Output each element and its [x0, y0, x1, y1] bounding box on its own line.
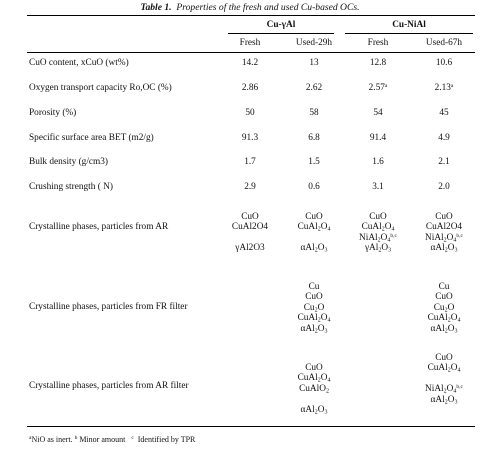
row-label-crushing-strength: Crushing strength ( N): [29, 182, 113, 192]
cell-cuo-content-fresh-2: 12.8: [369, 58, 387, 68]
cell-phases-arf-used-67h: CuO $CuAl_2O_4$ $NiAl_2O_4^{b,c}$ $\alpha Al_2O_3$: [425, 353, 463, 406]
cell-porosity-fresh-1: 50: [245, 108, 255, 118]
row-label-porosity: Porosity (%): [29, 108, 77, 118]
col-header-fresh-2: Fresh: [367, 38, 389, 48]
cell-density-fresh-1: 1.7: [244, 157, 256, 167]
cell-cuo-content-used-29h: 13: [309, 58, 319, 68]
cell-bet-fresh-2: 91.4: [369, 133, 387, 143]
cell-oxygen-used-29h: 2.62: [305, 83, 323, 93]
col-header-used-67h: Used-67h: [425, 38, 463, 48]
table-footnote: $^a$NiO as inert. $^b$ Minor amount $^c$ Identified by TPR: [29, 435, 196, 444]
cell-bet-used-67h: 4.9: [438, 133, 450, 143]
row-label-bet-area: Specific surface area BET (m2/g): [29, 133, 154, 143]
cell-oxygen-used-67h: 2.13$^a$: [434, 83, 454, 93]
row-label-cuo-content: CuO content, xCuO (wt%): [29, 58, 129, 68]
col-header-used-29h: Used-29h: [295, 38, 333, 48]
cell-phases-arf-used-29h: CuO $CuAl_2O_4$ CuAlO$_2$ $\alpha Al_2O_3$: [297, 363, 331, 416]
cell-porosity-used-29h: 58: [309, 108, 319, 118]
group-header-cu-gal: Cu-γAl: [266, 20, 296, 30]
cell-porosity-used-67h: 45: [439, 108, 449, 118]
cell-strength-fresh-1: 2.9: [244, 182, 256, 192]
cell-strength-fresh-2: 3.1: [372, 182, 384, 192]
bottom-rule: [27, 426, 475, 427]
cell-phases-fr-used-29h: Cu CuO $Cu_2O$ $CuAl_2O_4$ $\alpha Al_2O_3$: [297, 282, 331, 335]
row-label-bulk-density: Bulk density (g/cm3): [29, 157, 109, 167]
cell-phases-ar-fresh-1: CuO CuAl2O4 γAl2O3: [231, 212, 269, 254]
group-header-cu-nial: Cu-NiAl: [392, 20, 426, 30]
row-label-oxygen-transport: Oxygen transport capacity Ro,OC (%): [29, 83, 172, 93]
row-label-phases-ar: Crystalline phases, particles from AR: [29, 222, 169, 232]
cell-oxygen-fresh-1: 2.86: [241, 83, 259, 93]
table-number: Table 1.: [140, 2, 172, 13]
table-caption: Properties of the fresh and used Cu-based OCs.: [176, 2, 360, 13]
cell-density-used-67h: 2.1: [438, 157, 450, 167]
table-title: [0, 2, 500, 13]
cell-density-used-29h: 1.5: [308, 157, 320, 167]
row-label-phases-ar-filter: Crystalline phases, particles from AR filter: [29, 381, 189, 391]
group-rule-cu-gal: [228, 33, 334, 34]
cell-phases-ar-used-67h: CuO CuAl2O4 $NiAl_2O_4^{b,c}$ $\alpha Al_2O_3$: [425, 212, 463, 254]
cell-bet-used-29h: 6.8: [308, 133, 320, 143]
cell-bet-fresh-1: 91.3: [241, 133, 259, 143]
cell-phases-fr-used-67h: Cu CuO $Cu_2O$ $CuAl_2O_4$ $\alpha Al_2O_3$: [427, 282, 461, 335]
row-label-phases-fr-filter: Crystalline phases, particles from FR filter: [29, 302, 188, 312]
cell-strength-used-29h: 0.6: [308, 182, 320, 192]
col-header-fresh-1: Fresh: [239, 38, 261, 48]
header-rule: [27, 52, 475, 53]
top-rule: [27, 15, 475, 16]
cell-density-fresh-2: 1.6: [372, 157, 384, 167]
cell-cuo-content-used-67h: 10.6: [435, 58, 453, 68]
group-rule-cu-nial: [345, 33, 473, 34]
cell-oxygen-fresh-2: 2.57$^a$: [368, 83, 388, 93]
cell-phases-ar-fresh-2: CuO $CuAl_2O_4$ $NiAl_2O_4^{b,c}$ $\gamma Al_2O_3$: [359, 212, 397, 254]
cell-phases-ar-used-29h: CuO $CuAl_2O_4$ $\alpha Al_2O_3$: [297, 212, 331, 254]
cell-cuo-content-fresh-1: 14.2: [241, 58, 259, 68]
cell-porosity-fresh-2: 54: [373, 108, 383, 118]
cell-strength-used-67h: 2.0: [438, 182, 450, 192]
